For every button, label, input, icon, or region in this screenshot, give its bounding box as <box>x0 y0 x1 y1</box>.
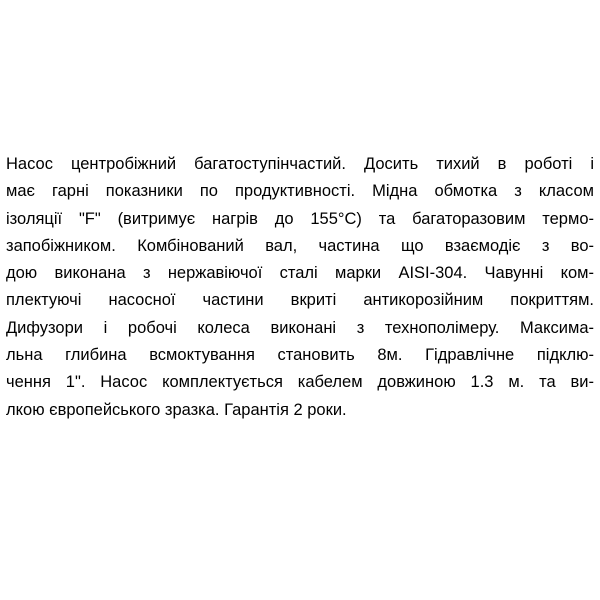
description-line: має гарні показники по продуктивності. Мідна обмотка з класом <box>6 182 594 201</box>
description-line: Насос центробіжний багатоступінчастий. Досить тихий в роботі і <box>6 155 594 173</box>
description-line: плектуючі насосної частини вкриті антикорозійним покриттям. <box>6 291 594 310</box>
description-line: ізоляції "F" (витримує нагрів до 155°С) та багаторазовим термо- <box>6 209 594 228</box>
description-line: Дифузори і робочі колеса виконані з технополімеру. Максима- <box>6 318 594 337</box>
description-line: чення 1". Насос комплектується кабелем довжиною 1.3 м. та ви- <box>6 373 594 392</box>
description-line: запобіжником. Комбінований вал, частина що взаємодіє з во- <box>6 236 594 255</box>
description-line: дою виконана з нержавіючої сталі марки AISI-304. Чавунні ком- <box>6 264 594 283</box>
description-line: льна глибина всмоктування становить 8м. Гідравлічне підклю- <box>6 346 594 365</box>
description-line: лкою європейського зразка. Гарантія 2 роки. <box>6 400 347 419</box>
product-description <box>6 151 594 424</box>
